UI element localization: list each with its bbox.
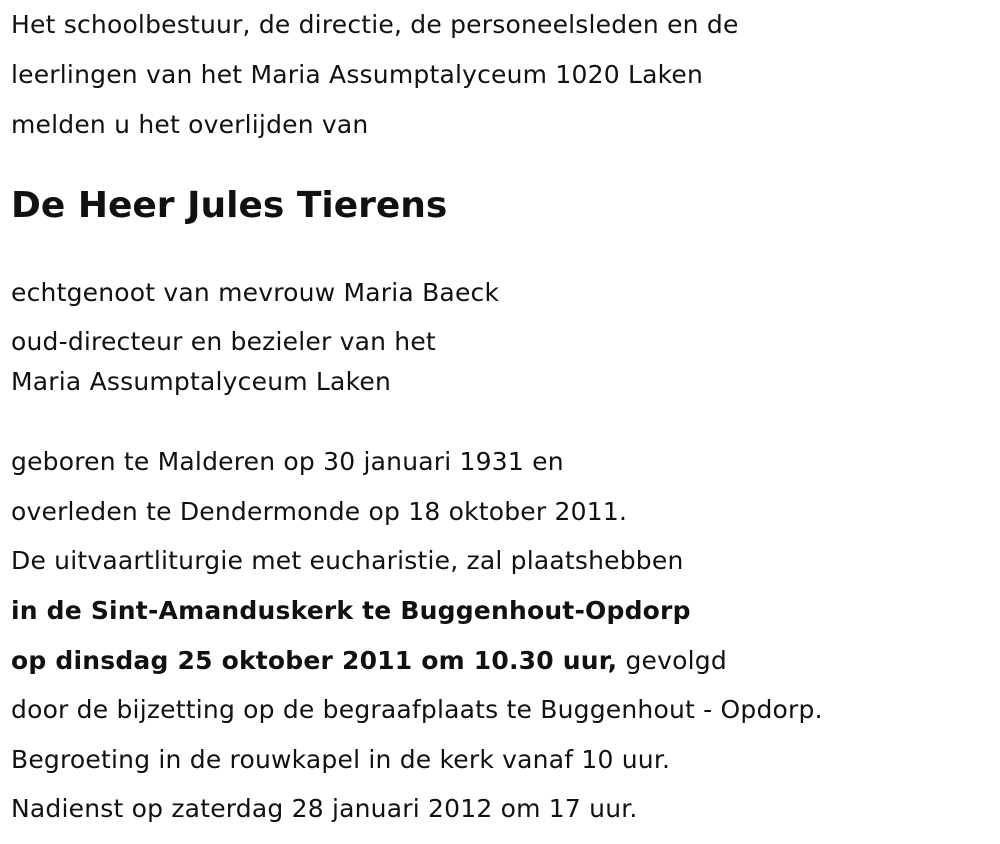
death-line: overleden te Dendermonde op 18 oktober 2011. xyxy=(11,497,628,526)
liturgy-line: De uitvaartliturgie met eucharistie, zal plaatshebben xyxy=(11,546,684,575)
greeting-line: Begroeting in de rouwkapel in de kerk vanaf 10 uur. xyxy=(11,745,671,774)
intro-line-1: Het schoolbestuur, de directie, de personeelsleden en de xyxy=(11,10,739,39)
intro-line-2: leerlingen van het Maria Assumptalyceum 1020 Laken xyxy=(11,60,704,89)
date-rest: gevolgd xyxy=(617,646,727,675)
church-line: in de Sint-Amanduskerk te Buggenhout-Opdorp xyxy=(11,596,691,625)
relation-school: Maria Assumptalyceum Laken xyxy=(11,367,391,396)
date-bold: op dinsdag 25 oktober 2011 om 10.30 uur, xyxy=(11,646,618,675)
relation-role: oud-directeur en bezieler van het xyxy=(11,327,436,356)
burial-line: door de bijzetting op de begraafplaats te Buggenhout - Opdorp. xyxy=(11,695,823,724)
intro-line-3: melden u het overlijden van xyxy=(11,110,369,139)
deceased-name: De Heer Jules Tierens xyxy=(11,185,448,226)
birth-line: geboren te Malderen op 30 januari 1931 en xyxy=(11,447,564,476)
relation-spouse: echtgenoot van mevrouw Maria Baeck xyxy=(11,278,500,307)
service-line: Nadienst op zaterdag 28 januari 2012 om 17 uur. xyxy=(11,794,638,823)
date-line xyxy=(11,646,727,676)
